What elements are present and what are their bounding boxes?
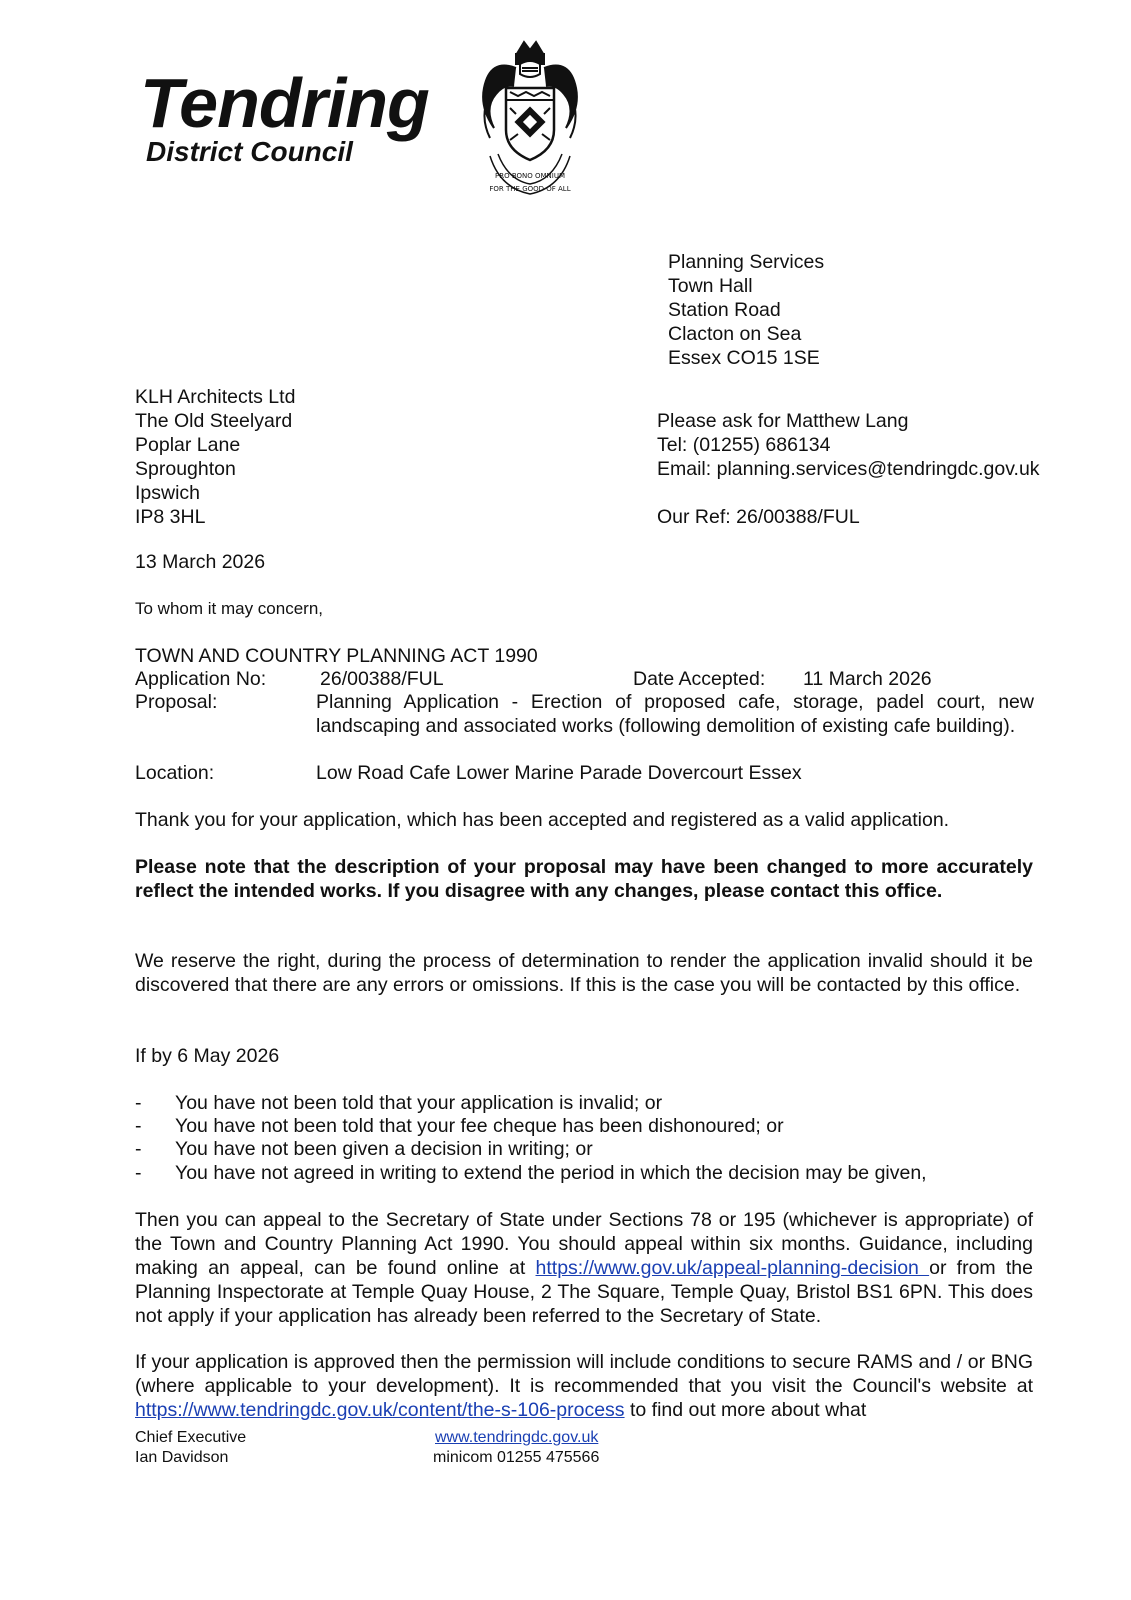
sender-line: Town Hall — [668, 275, 753, 297]
sender-line: Essex CO15 1SE — [668, 347, 820, 369]
sender-line: Planning Services — [668, 251, 825, 273]
contact-tel: Tel: (01255) 686134 — [657, 434, 831, 456]
rams-text-a: If your application is approved then the permission will include conditions to secure RAMS and / or BNG (where applicable to your development). It is recommended that you visit the Council's website at — [135, 1351, 1033, 1397]
recipient-line: Sproughton — [135, 458, 236, 480]
paragraph-if-by: If by 6 May 2026 — [135, 1045, 280, 1067]
proposal-label: Proposal: — [135, 691, 218, 713]
bullet-item: You have not been told that your fee cheque has been dishonoured; or — [175, 1115, 784, 1137]
paragraph-appeal — [135, 1208, 1033, 1328]
date-accepted: 11 March 2026 — [803, 668, 932, 690]
rams-text-b: to find out more about what — [624, 1399, 867, 1421]
bullet-marker: - — [135, 1115, 142, 1137]
s106-process-link[interactable]: https://www.tendringdc.gov.uk/content/the-s-106-process — [135, 1399, 625, 1421]
recipient-line: KLH Architects Ltd — [135, 386, 296, 408]
recipient-line: Ipswich — [135, 482, 201, 504]
bullet-item: You have not been given a decision in writing; or — [175, 1138, 593, 1160]
appeal-text-a: Then you can appeal to the Secretary of State under Sections 78 or 195 (whichever is appropriate) of the Town and Country Planning Act 1990. You should appeal within six months. Guidance, including making an appeal, can be found online at — [135, 1209, 1033, 1279]
application-no-label: Application No: — [135, 668, 267, 690]
chief-name: Ian Davidson — [135, 1449, 229, 1466]
svg-text:FOR THE GOOD OF ALL: FOR THE GOOD OF ALL — [489, 185, 571, 193]
sender-line: Clacton on Sea — [668, 323, 802, 345]
bullet-marker: - — [135, 1162, 142, 1184]
date-accepted-label: Date Accepted: — [633, 668, 766, 690]
letter-date: 13 March 2026 — [135, 551, 266, 573]
contact-block — [657, 409, 1040, 529]
sender-address — [668, 250, 824, 370]
sender-line: Station Road — [668, 299, 781, 321]
location-text: Low Road Cafe Lower Marine Parade Dovercourt Essex — [316, 762, 802, 784]
website-link[interactable]: www.tendringdc.gov.uk — [435, 1429, 599, 1446]
salutation: To whom it may concern, — [135, 599, 324, 618]
recipient-line: The Old Steelyard — [135, 410, 293, 432]
bullet-item: You have not agreed in writing to extend the period in which the decision may be given, — [175, 1162, 927, 1184]
contact-email: Email: planning.services@tendringdc.gov.uk — [657, 458, 1040, 480]
location-label: Location: — [135, 762, 215, 784]
paragraph-reserve: We reserve the right, during the process of determination to render the application invalid should it be discovered that there are any errors or omissions. If this is the case you will be contacted by this office. — [135, 950, 1033, 996]
act-title: TOWN AND COUNTRY PLANNING ACT 1990 — [135, 645, 538, 667]
appeal-text-b: or from the Planning Inspectorate at Temple Quay House, 2 The Square, Temple Quay, Bristol BS1 6PN. This does not apply if your application has already been referred to the Secretary of State. — [135, 1257, 1033, 1327]
bullet-item: You have not been told that your application is invalid; or — [175, 1092, 663, 1114]
minicom: minicom 01255 475566 — [433, 1449, 600, 1466]
chief-title: Chief Executive — [135, 1429, 247, 1446]
our-ref: Our Ref: 26/00388/FUL — [657, 506, 860, 528]
paragraph-valid: Thank you for your application, which has been accepted and registered as a valid application. — [135, 809, 950, 831]
paragraph-note: Please note that the description of your proposal may have been changed to more accurately reflect the intended works. If you disagree with any changes, please contact this office. — [135, 856, 1033, 902]
contact-ask-for: Please ask for Matthew Lang — [657, 410, 909, 432]
proposal-text: Planning Application - Erection of proposed cafe, storage, padel court, new landscaping and associated works (following demolition of existing cafe building). — [316, 691, 1034, 737]
recipient-line: IP8 3HL — [135, 506, 206, 528]
council-crest-icon — [470, 38, 590, 200]
bullet-marker: - — [135, 1138, 142, 1160]
footer-contact — [433, 1428, 599, 1468]
logo-subtitle: District Council — [146, 136, 353, 167]
recipient-address — [135, 385, 295, 529]
application-no: 26/00388/FUL — [320, 668, 444, 690]
recipient-line: Poplar Lane — [135, 434, 241, 456]
bullet-marker: - — [135, 1092, 142, 1114]
footer-chief — [135, 1428, 246, 1468]
appeal-guidance-link[interactable]: https://www.gov.uk/appeal-planning-decision — [535, 1257, 930, 1279]
svg-text:PRO BONO OMNIUM: PRO BONO OMNIUM — [495, 172, 565, 180]
paragraph-rams — [135, 1350, 1033, 1421]
logo-title: Tendring — [140, 64, 429, 142]
